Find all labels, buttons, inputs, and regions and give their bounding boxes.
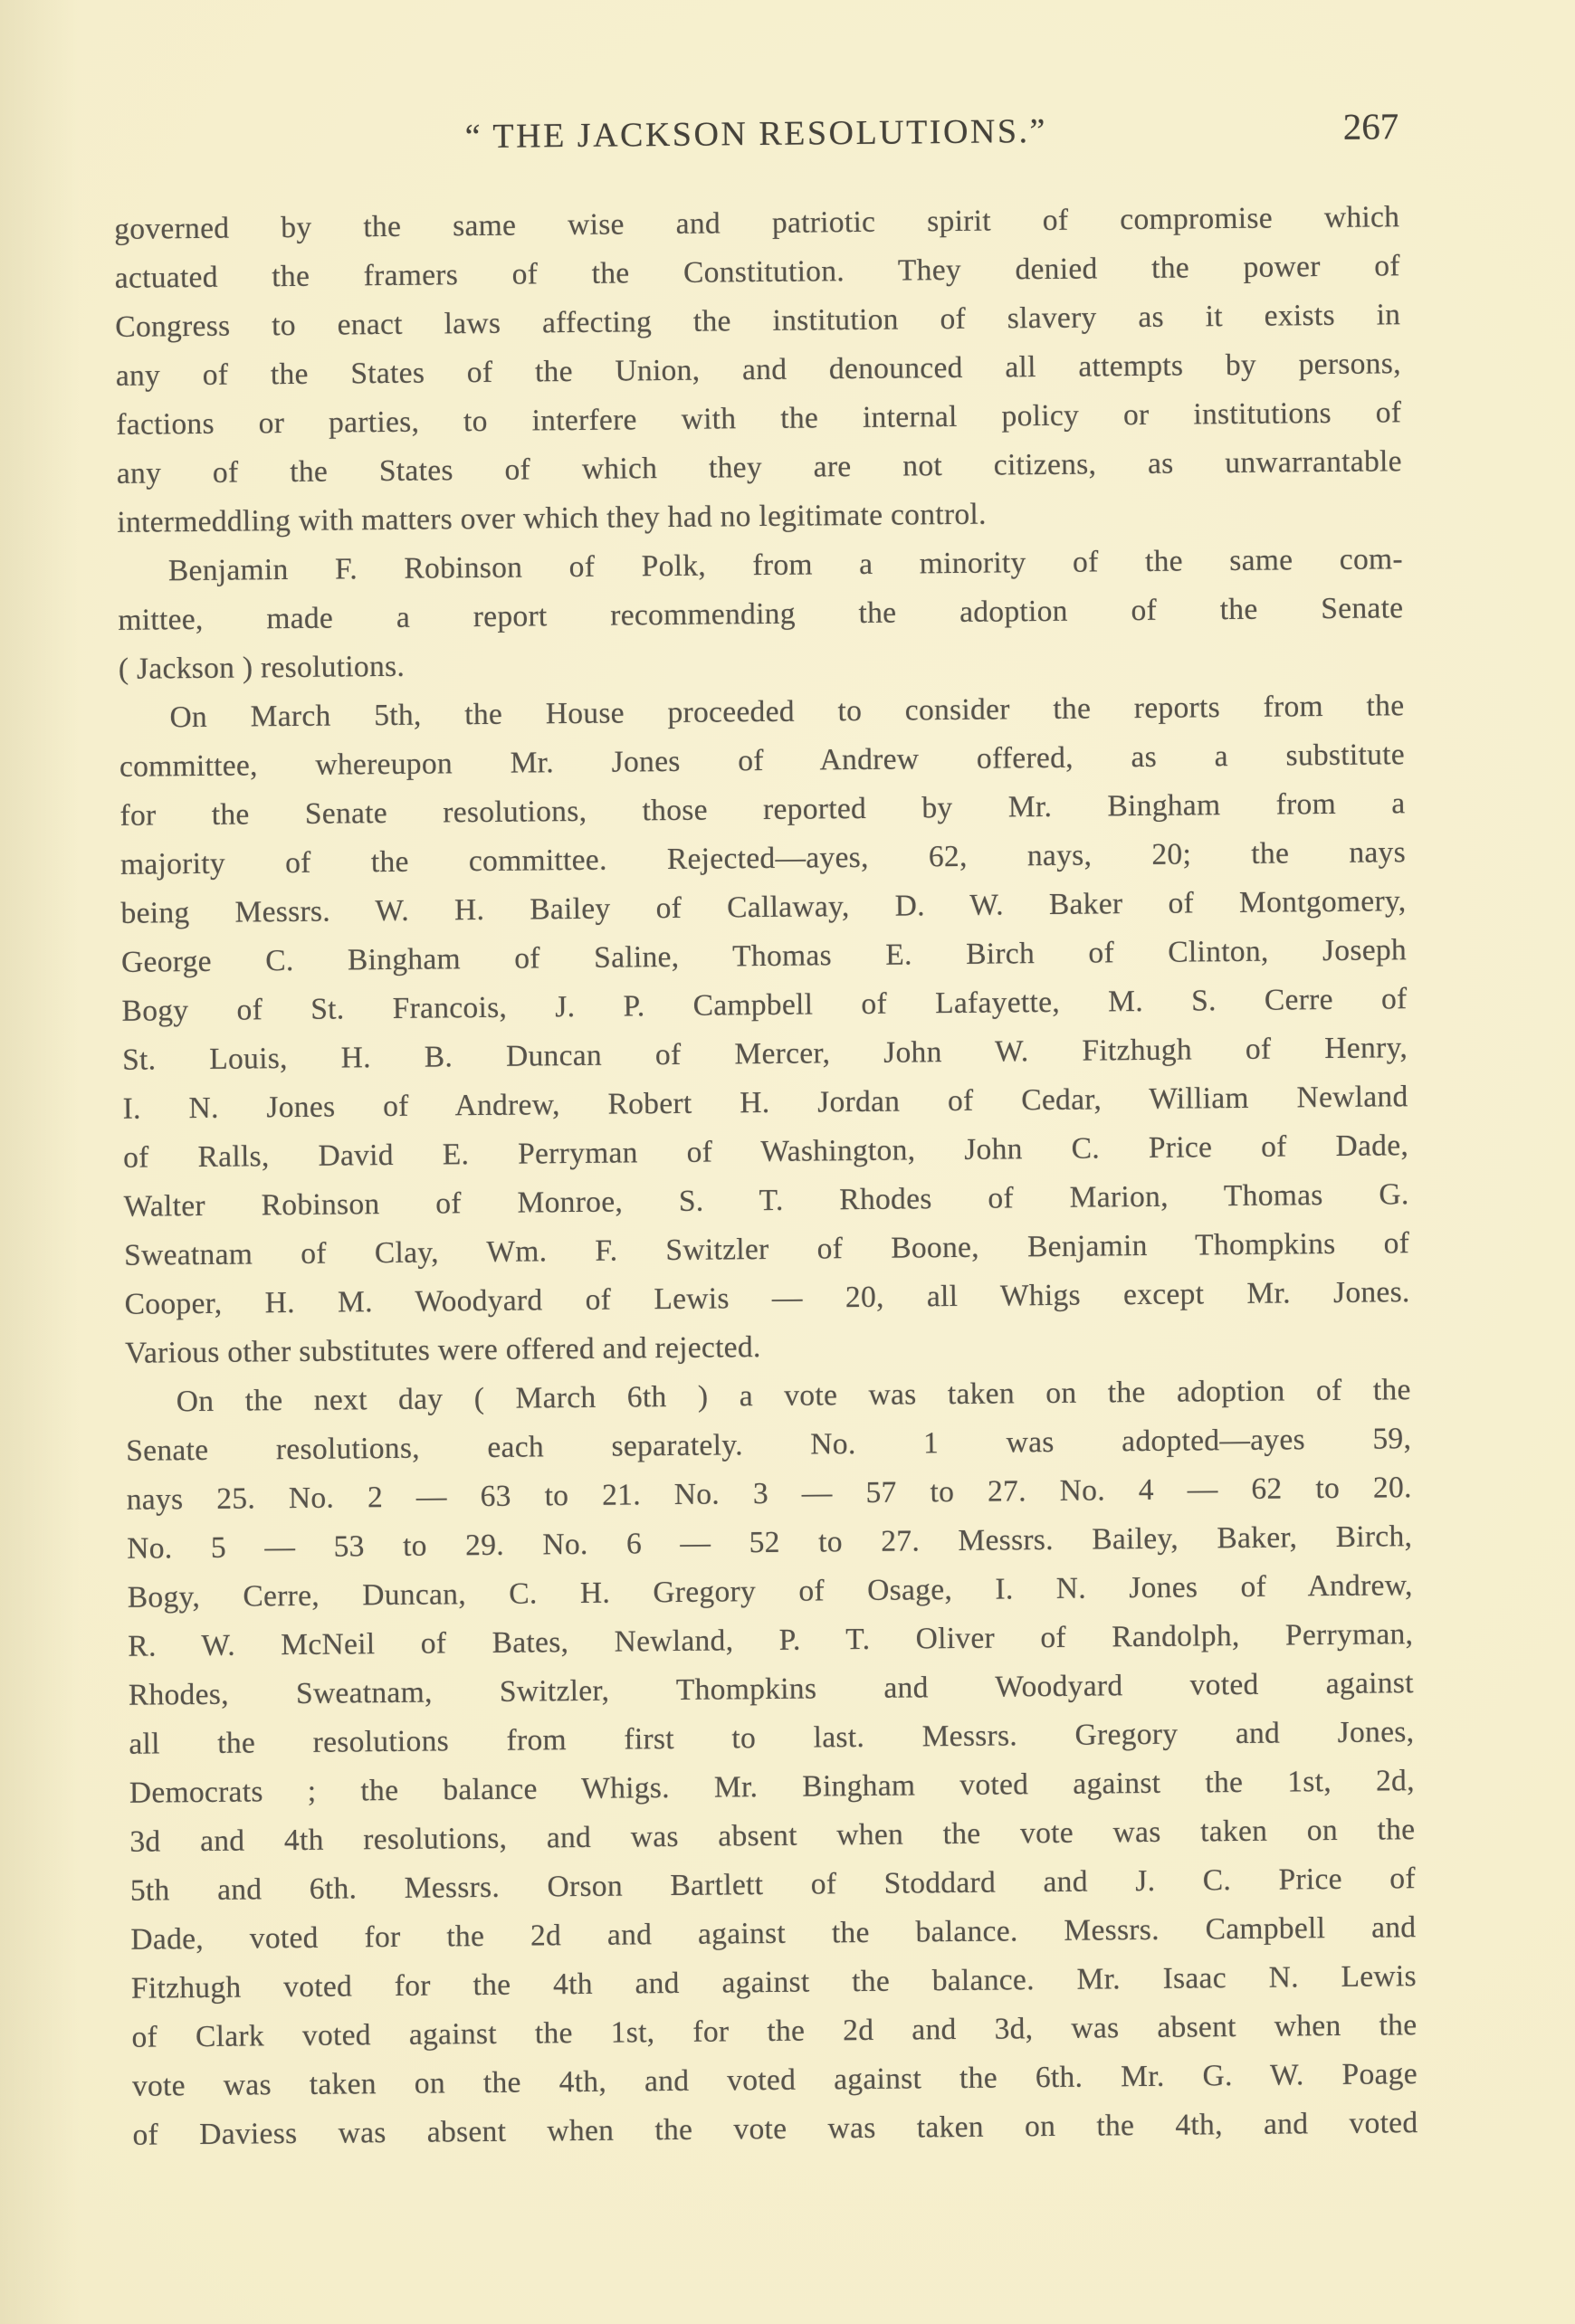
text-line: Democrats ; the balance Whigs. Mr. Bingham voted against the 1st, 2d, — [129, 1764, 1415, 1810]
text-line: ( Jackson ) resolutions. — [118, 649, 406, 686]
text-line: Fitzhugh voted for the 4th and against the balance. Mr. Isaac N. Lewis — [130, 1959, 1418, 2005]
text-line: nays 25. No. 2 — 63 to 21. No. 3 — 57 to 27. No. 4 — 62 to 20. — [126, 1471, 1412, 1517]
text-line: 3d and 4th resolutions, and was absent when the vote was taken on the — [129, 1813, 1416, 1859]
text-line: any of the States of the Union, and denounced all attempts by persons, — [115, 347, 1401, 393]
text-line: vote was taken on the 4th, and voted against the 6th. Mr. G. W. Poage — [131, 2057, 1418, 2103]
paragraph — [119, 681, 1410, 1378]
text-line: Sweatnam of Clay, Wm. F. Switzler of Boone, Benjamin Thompkins of — [123, 1226, 1410, 1272]
text-line: Bogy, Cerre, Duncan, C. H. Gregory of Osage, I. N. Jones of Andrew, — [127, 1568, 1413, 1614]
text-line: Dade, voted for the 2d and against the balance. Messrs. Campbell and — [130, 1910, 1417, 1957]
text-line: of Clark voted against the 1st, for the 2d and 3d, was absent when the — [131, 2008, 1418, 2054]
text-line: being Messrs. W. H. Bailey of Callaway, D. W. Baker of Montgomery, — [120, 884, 1407, 930]
text-line: Rhodes, Sweatnam, Switzler, Thompkins and Woodyard voted against — [128, 1666, 1414, 1712]
text-line: factions or parties, to interfere with the internal policy or institutions of — [116, 395, 1402, 442]
paragraph — [125, 1366, 1418, 2160]
text-line: any of the States of which they are not citizens, as unwarrantable — [116, 444, 1402, 491]
text-line: Benjamin F. Robinson of Polk, from a minority of the same com- — [167, 542, 1404, 588]
text-line: Cooper, H. M. Woodyard of Lewis — 20, all Whigs except Mr. Jones. — [124, 1275, 1410, 1321]
text-line: majority of the committee. Rejected—ayes, 62, nays, 20; the nays — [119, 835, 1407, 881]
text-line: of Ralls, David E. Perryman of Washington, John C. Price of Dade, — [122, 1129, 1409, 1175]
text-line: Walter Robinson of Monroe, S. T. Rhodes of Marion, Thomas G. — [123, 1177, 1409, 1224]
text-line: No. 5 — 53 to 29. No. 6 — 52 to 27. Messrs. Bailey, Baker, Birch, — [127, 1519, 1413, 1566]
text-line: Senate resolutions, each separately. No. 1 was adopted—ayes 59, — [126, 1422, 1412, 1468]
text-line: intermeddling with matters over which they had no legitimate control. — [117, 497, 987, 539]
text-line: for the Senate resolutions, those reported by Mr. Bingham from a — [119, 786, 1406, 833]
text-line: actuated the framers of the Constitution. They denied the power of — [114, 249, 1400, 295]
text-line: Various other substitutes were offered and rejected. — [125, 1330, 761, 1370]
text-line: On March 5th, the House proceeded to consider the reports from the — [169, 689, 1405, 735]
text-line: Bogy of St. Francois, J. P. Campbell of Lafayette, M. S. Cerre of — [121, 982, 1408, 1028]
text-line: all the resolutions from first to last. Messrs. Gregory and Jones, — [129, 1715, 1415, 1761]
page-number: 267 — [1342, 105, 1399, 148]
text-line: committee, whereupon Mr. Jones of Andrew offered, as a substitute — [119, 738, 1406, 784]
running-head-title: “ THE JACKSON RESOLUTIONS.” — [464, 111, 1048, 157]
body-text — [114, 193, 1418, 2160]
text-line: 5th and 6th. Messrs. Orson Bartlett of Stoddard and J. C. Price of — [129, 1862, 1417, 1908]
text-line: mittee, made a report recommending the adoption of the Senate — [118, 591, 1404, 637]
text-line: I. N. Jones of Andrew, Robert H. Jordan of Cedar, William Newland — [122, 1080, 1408, 1126]
paragraph — [118, 535, 1404, 694]
text-line: George C. Bingham of Saline, Thomas E. Birch of Clinton, Joseph — [120, 933, 1408, 979]
text-line: On the next day ( March 6th ) a vote was taken on the adoption of the — [176, 1373, 1411, 1419]
text-line: St. Louis, H. B. Duncan of Mercer, John W. Fitzhugh of Henry, — [121, 1031, 1408, 1077]
text-line: Congress to enact laws affecting the institution of slavery as it exists in — [115, 298, 1401, 344]
text-line: governed by the same wise and patriotic spirit of compromise which — [114, 200, 1400, 246]
text-line: R. W. McNeil of Bates, Newland, P. T. Oliver of Randolph, Perryman, — [128, 1617, 1414, 1663]
paragraph — [114, 193, 1403, 548]
text-line: of Daviess was absent when the vote was taken on the 4th, and voted — [132, 2106, 1418, 2152]
